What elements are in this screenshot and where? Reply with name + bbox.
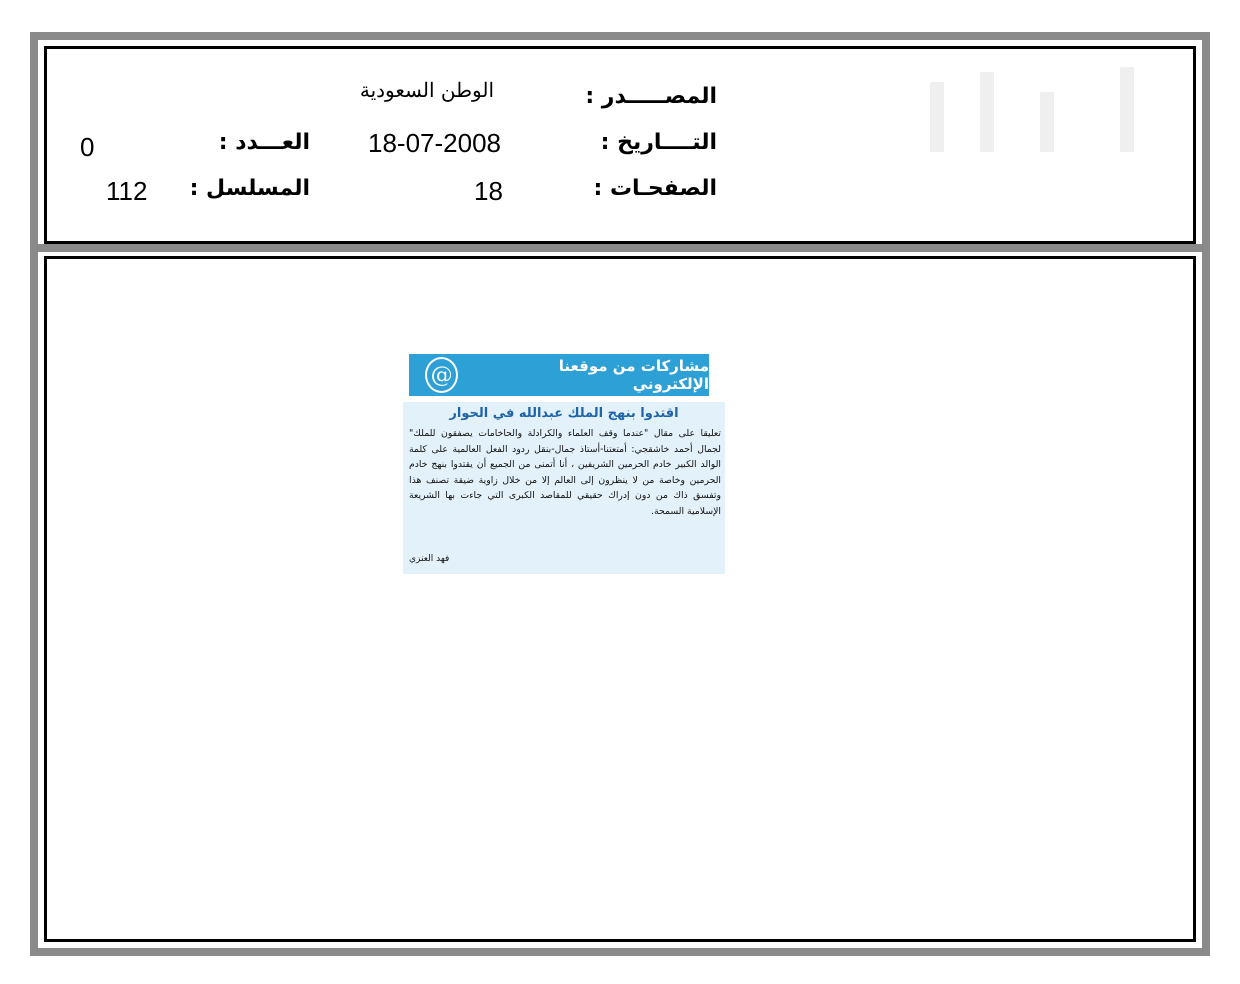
article-text: تعليقا على مقال "عندما وقف العلماء والكرادلة والحاخامات يصفقون للملك" لجمال أحمد خاشقجي: أمتعتنا-أستاذ جمال-بنقل ردود الفعل العالمية على كلمة الوالد الكبير خادم الحرمين الشريفين ، أنا أتمنى من الجميع أن يقتدوا بنهج خادم الحرمين وخاصة من لا ينظرون إلى العالم إلا من خلال زاوية ضيقة تصنف هذا وتفسق ذاك من دون إدراك حقيقي للمقاصد الكبرى التي جاءت بها الشريعة الإسلامية السمحة. xyxy=(409,428,721,517)
serial-label: المسلسل : xyxy=(189,176,310,201)
watermark-logo xyxy=(920,62,1170,162)
banner-title: مشاركات من موقعنا الإلكتروني xyxy=(558,357,709,393)
issue-value: 0 xyxy=(80,132,95,162)
article-clipping xyxy=(403,352,725,574)
pages-value: 18 xyxy=(474,176,503,206)
at-icon: @ xyxy=(425,357,458,393)
source-value: الوطن السعودية xyxy=(359,78,494,102)
source-label: المصـــــدر : xyxy=(585,84,717,109)
article-headline: اقتدوا بنهج الملك عبدالله في الحوار xyxy=(449,406,679,421)
article-author: فهد العنزي xyxy=(409,554,450,564)
clipping-banner xyxy=(409,354,709,396)
issue-label: العـــدد : xyxy=(218,130,310,155)
pages-label: الصفحـات : xyxy=(593,176,717,201)
header-separator xyxy=(38,244,1202,252)
clipping-body xyxy=(403,402,725,574)
serial-value: 112 xyxy=(106,176,148,206)
date-label: التــــاريخ : xyxy=(600,130,717,155)
date-value: 18-07-2008 xyxy=(368,128,501,158)
